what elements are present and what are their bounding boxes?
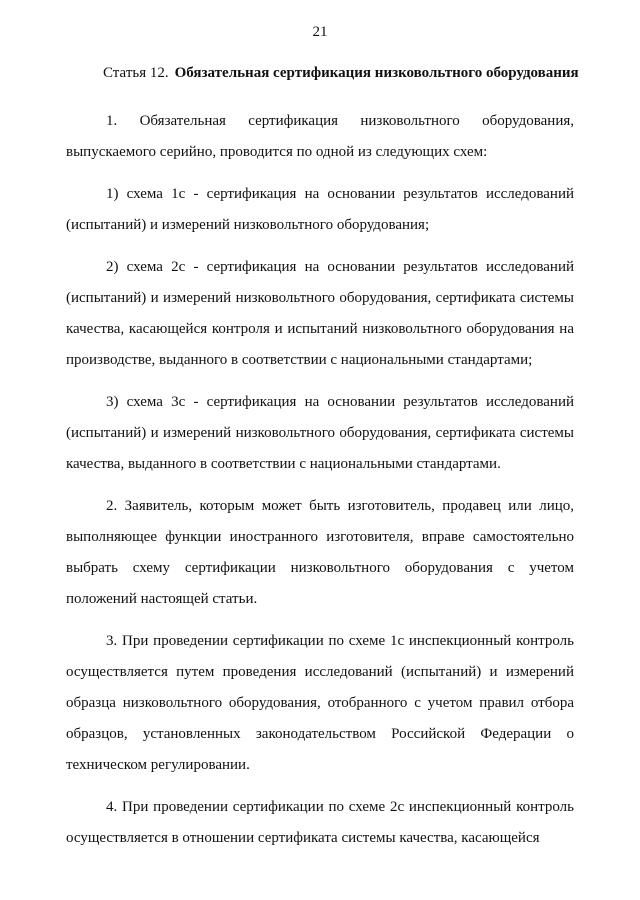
paragraph-part-3: 3. При проведении сертификации по схеме 1с инспекционный контроль осуществляется путем проведения исследований (испытаний) и измерений образца низковольтного оборудования, отобранного с учетом правил отбора образцов, установленных законодательством Российской Федерации о техническом регулировании.: [66, 633, 574, 773]
article-body: [66, 106, 574, 865]
paragraph-part-1: 1. Обязательная сертификация низковольтного оборудования, выпускаемого серийно, проводится по одной из следующих схем:: [66, 113, 574, 160]
paragraph-scheme-3c: 3) схема 3с - сертификация на основании результатов исследований (испытаний) и измерений низковольтного оборудования, сертификата системы качества, выданного в соответствии с национальными стандартами.: [66, 394, 574, 472]
paragraph-part-2: 2. Заявитель, которым может быть изготовитель, продавец или лицо, выполняющее функции иностранного изготовителя, вправе самостоятельно выбрать схему сертификации низковольтного оборудования с учетом положений настоящей статьи.: [66, 498, 574, 607]
article-title: Обязательная сертификация низковольтного оборудования: [174, 65, 579, 81]
article-label: Статья 12.: [103, 65, 169, 81]
paragraph-scheme-1c: 1) схема 1с - сертификация на основании результатов исследований (испытаний) и измерений низковольтного оборудования;: [66, 186, 574, 233]
paragraph-scheme-2c: 2) схема 2с - сертификация на основании результатов исследований (испытаний) и измерений низковольтного оборудования, сертификата системы качества, касающейся контроля и испытаний низковольтного оборудования на производстве, выданного в соответствии с национальными стандартами;: [66, 259, 574, 368]
page-number: 21: [312, 24, 328, 40]
paragraph-part-4: 4. При проведении сертификации по схеме 2с инспекционный контроль осуществляется в отношении сертификата системы качества, касающейся: [66, 799, 574, 846]
article-heading: [103, 64, 583, 83]
